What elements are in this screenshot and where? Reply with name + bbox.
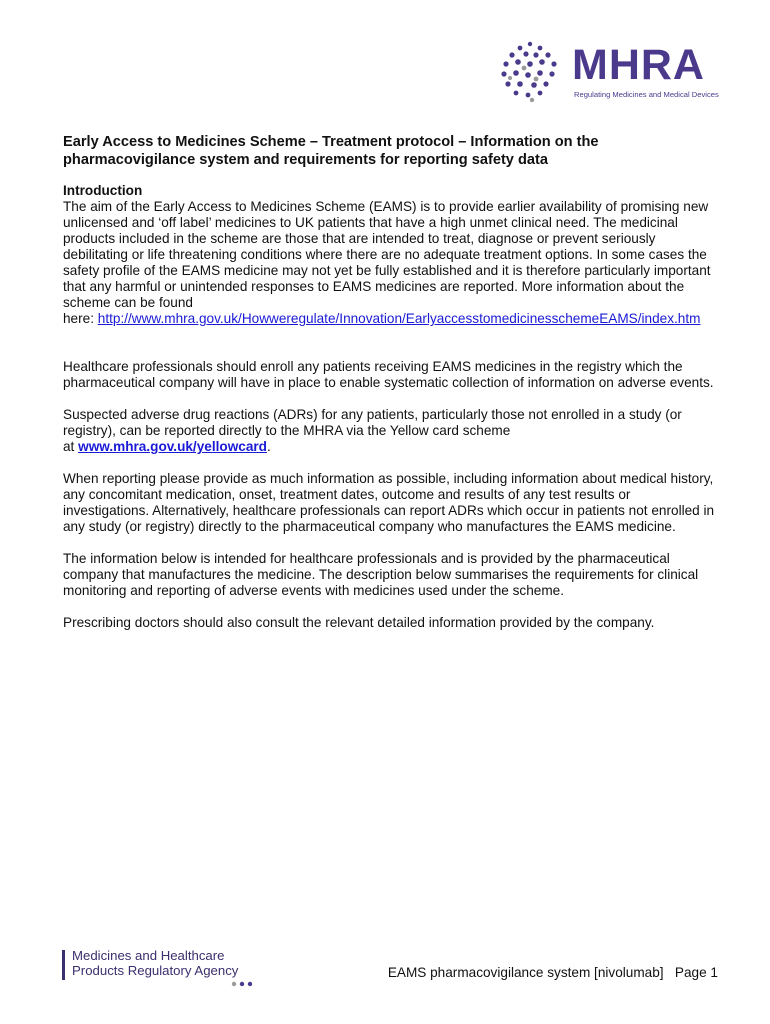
at-label: at [63, 439, 79, 454]
page-footer-label: EAMS pharmacovigilance system [nivolumab] Page 1 [387, 965, 718, 980]
yellowcard-text: Suspected adverse drug reactions (ADRs) for any patients, particularly those not enrolled in a study (or registry), can be reported directly to the MHRA via the Yellow card scheme [63, 407, 682, 438]
intro-text: The aim of the Early Access to Medicines Scheme (EAMS) is to provide earlier availability of promising new unlicensed and ‘off label’ medicines to UK patients that have a high unmet clinical need. The medicinal products included in the scheme are those that are intended to treat, diagnose or prevent seriously debilitating or life threatening conditions where there are no adequate treatment options. In some cases the safety profile of the EAMS medicine may not yet be fully established and it is therefore particularly important that any harmful or unintended responses to EAMS medicines are reported. More information about the scheme can be found [63, 199, 711, 310]
intro-paragraph [63, 199, 718, 327]
agency-name-line2: Products Regulatory Agency [72, 963, 239, 978]
period: . [266, 439, 271, 454]
information-paragraph: The information below is intended for healthcare professionals and is provided by the pharmaceutical company that manufactures the medicine. The description below summarises the requirements for clinical monitoring and reporting of adverse events with medicines used under the scheme. [63, 551, 699, 598]
registry-paragraph: Healthcare professionals should enroll any patients receiving EAMS medicines in the registry which the pharmaceutical company will have in place to enable systematic collection of information on adverse events. [63, 359, 714, 390]
mhra-dots-icon [496, 40, 566, 104]
agency-name-line1: Medicines and Healthcare [72, 948, 225, 963]
here-label: here: [63, 311, 98, 326]
document-body [63, 134, 718, 631]
prescribing-paragraph: Prescribing doctors should also consult the relevant detailed information provided by the company. [63, 615, 655, 630]
mhra-logo [496, 40, 726, 104]
agency-dots-icon [230, 980, 258, 988]
introduction-heading: Introduction [63, 183, 143, 198]
agency-logo [62, 948, 272, 990]
logo-tagline: Regulating Medicines and Medical Devices [574, 90, 719, 99]
logo-wordmark: MHRA [572, 41, 705, 89]
agency-logo-bar [62, 950, 65, 980]
yellowcard-paragraph [63, 407, 718, 455]
yellowcard-link[interactable]: www.mhra.gov.uk/yellowcard [78, 439, 267, 454]
document-title: Early Access to Medicines Scheme – Treatment protocol – Information on the pharmacovigilance system and requirements for reporting safety data [63, 134, 599, 168]
reporting-paragraph: When reporting please provide as much information as possible, including information about medical history, any concomitant medication, onset, treatment dates, outcome and results of any test results or investigations. Alternatively, healthcare professionals can report ADRs which occur in patients not enrolled in any study (or registry) directly to the pharmaceutical company who manufactures the EAMS medicine. [63, 471, 715, 534]
eams-scheme-link[interactable]: http://www.mhra.gov.uk/Howweregulate/Innovation/EarlyaccesstomedicinesschemeEAMS/index.htm [97, 311, 701, 326]
